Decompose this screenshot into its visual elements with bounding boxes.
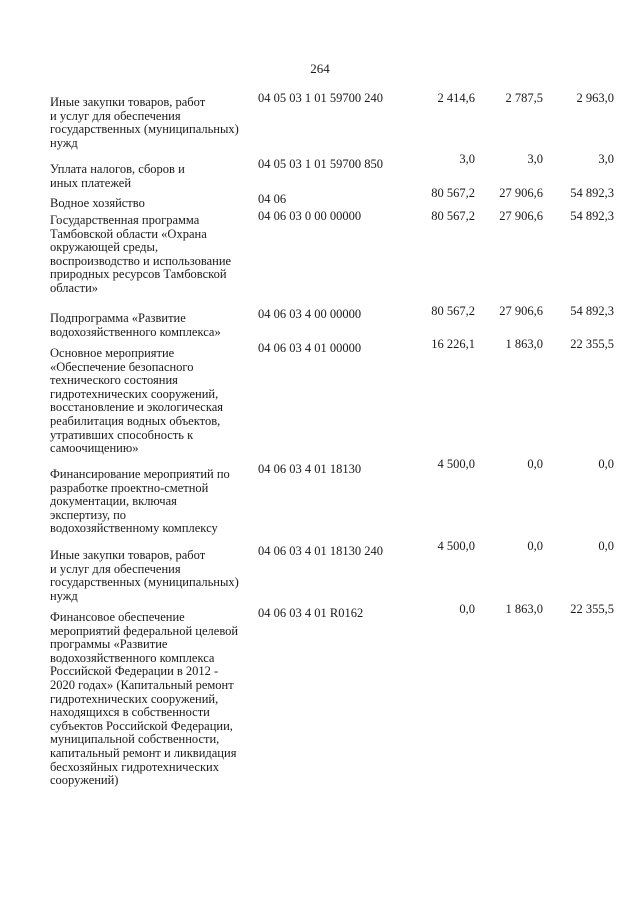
row-name bbox=[50, 549, 265, 603]
row-name-line: Российской Федерации в 2012 - bbox=[50, 664, 219, 679]
row-name-line: Финансовое обеспечение bbox=[50, 610, 185, 624]
row-name-line: экспертизу, по bbox=[50, 507, 127, 522]
row-value-2: 1 863,0 bbox=[505, 337, 543, 351]
row-value-2: 3,0 bbox=[527, 152, 543, 166]
row-name-line: бесхозяйных гидротехнических bbox=[50, 759, 219, 774]
row-name-line: нужд bbox=[50, 588, 78, 603]
row-name-line: природных ресурсов Тамбовской bbox=[50, 267, 227, 282]
row-value-1: 2 414,6 bbox=[437, 91, 475, 105]
row-value-2: 27 906,6 bbox=[499, 209, 543, 223]
row-code: 04 05 03 1 01 59700 850 bbox=[258, 157, 383, 171]
row-code: 04 06 03 4 01 18130 bbox=[258, 462, 362, 476]
row-name-line: окружающей среды, bbox=[50, 240, 159, 255]
row-name-line: государственных (муниципальных) bbox=[50, 575, 239, 590]
row-code: 04 06 bbox=[258, 192, 287, 206]
row-name-line: документации, включая bbox=[50, 494, 177, 509]
row-name bbox=[50, 312, 265, 339]
row-value-1: 80 567,2 bbox=[431, 304, 475, 318]
row-name-line: капитальный ремонт и ликвидация bbox=[50, 745, 237, 760]
row-value-2: 0,0 bbox=[527, 457, 543, 471]
row-value-1: 80 567,2 bbox=[431, 209, 475, 223]
row-name-line: гидротехнических сооружений, bbox=[50, 691, 219, 706]
row-name-line: восстановление и экологическая bbox=[50, 400, 224, 415]
row-value-3: 22 355,5 bbox=[570, 602, 614, 616]
row-value-1: 16 226,1 bbox=[431, 337, 475, 351]
row-name-line: Финансирование мероприятий по bbox=[50, 467, 230, 481]
row-name bbox=[50, 197, 265, 211]
row-name bbox=[50, 163, 265, 190]
row-value-2: 27 906,6 bbox=[499, 186, 543, 200]
row-name-line: Подпрограмма «Развитие bbox=[50, 311, 186, 325]
row-name-line: самоочищению» bbox=[50, 441, 139, 456]
row-value-1: 4 500,0 bbox=[437, 457, 475, 471]
row-name-line: Иные закупки товаров, работ bbox=[50, 95, 206, 109]
row-name-line: программы «Развитие bbox=[50, 637, 168, 652]
row-value-2: 1 863,0 bbox=[505, 602, 543, 616]
row-name-line: и услуг для обеспечения bbox=[50, 108, 181, 123]
row-value-3: 0,0 bbox=[598, 539, 614, 553]
row-value-2: 2 787,5 bbox=[505, 91, 543, 105]
row-name-line: «Обеспечение безопасного bbox=[50, 359, 194, 374]
row-name bbox=[50, 611, 265, 788]
row-code: 04 06 03 4 01 00000 bbox=[258, 341, 362, 355]
row-name-line: Водное хозяйство bbox=[50, 196, 145, 210]
row-name-line: утративших способность к bbox=[50, 427, 194, 442]
row-name-line: водохозяйственного комплекса bbox=[50, 650, 215, 665]
row-value-3: 54 892,3 bbox=[570, 209, 614, 223]
row-value-3: 54 892,3 bbox=[570, 186, 614, 200]
row-name-line: и услуг для обеспечения bbox=[50, 561, 181, 576]
row-name-line: технического состояния bbox=[50, 373, 178, 388]
row-name-line: гидротехнических сооружений, bbox=[50, 386, 219, 401]
row-name-line: Иные закупки товаров, работ bbox=[50, 548, 206, 562]
row-name-line: водохозяйственному комплексу bbox=[50, 521, 218, 536]
row-name-line: субъектов Российской Федерации, bbox=[50, 718, 233, 733]
page-number: 264 bbox=[310, 61, 330, 76]
row-value-3: 54 892,3 bbox=[570, 304, 614, 318]
row-name-line: Основное мероприятие bbox=[50, 346, 175, 360]
row-name bbox=[50, 214, 265, 296]
row-name-line: Тамбовской области «Охрана bbox=[50, 226, 207, 241]
row-code: 04 06 03 4 01 18130 240 bbox=[258, 544, 383, 558]
row-code: 04 05 03 1 01 59700 240 bbox=[258, 91, 383, 105]
row-code: 04 06 03 4 01 R0162 bbox=[258, 606, 364, 620]
row-name-line: мероприятий федеральной целевой bbox=[50, 623, 239, 638]
row-name-line: области» bbox=[50, 280, 99, 295]
row-name bbox=[50, 468, 265, 536]
row-name-line: разработке проектно-сметной bbox=[50, 480, 209, 495]
row-code: 04 06 03 4 00 00000 bbox=[258, 307, 362, 321]
row-name-line: сооружений) bbox=[50, 773, 119, 788]
row-value-1: 3,0 bbox=[459, 152, 475, 166]
row-name-line: реабилитация водных объектов, bbox=[50, 413, 221, 428]
row-name-line: муниципальной собственности, bbox=[50, 732, 220, 747]
row-name-line: водохозяйственного комплекса» bbox=[50, 324, 221, 339]
row-name-line: нужд bbox=[50, 135, 78, 150]
row-name-line: 2020 годах» (Капитальный ремонт bbox=[50, 677, 234, 692]
row-name-line: воспроизводство и использование bbox=[50, 253, 232, 268]
row-code: 04 06 03 0 00 00000 bbox=[258, 209, 362, 223]
row-value-1: 4 500,0 bbox=[437, 539, 475, 553]
row-value-3: 22 355,5 bbox=[570, 337, 614, 351]
row-value-2: 0,0 bbox=[527, 539, 543, 553]
row-name-line: государственных (муниципальных) bbox=[50, 122, 239, 137]
row-value-1: 80 567,2 bbox=[431, 186, 475, 200]
row-name-line: находящихся в собственности bbox=[50, 705, 210, 720]
row-name bbox=[50, 96, 265, 150]
row-name-line: Уплата налогов, сборов и bbox=[50, 162, 185, 176]
row-name bbox=[50, 347, 265, 456]
row-name-line: Государственная программа bbox=[50, 213, 200, 227]
row-value-3: 2 963,0 bbox=[576, 91, 614, 105]
row-value-3: 3,0 bbox=[598, 152, 614, 166]
row-name-line: иных платежей bbox=[50, 175, 132, 190]
row-value-3: 0,0 bbox=[598, 457, 614, 471]
row-value-2: 27 906,6 bbox=[499, 304, 543, 318]
row-value-1: 0,0 bbox=[459, 602, 475, 616]
